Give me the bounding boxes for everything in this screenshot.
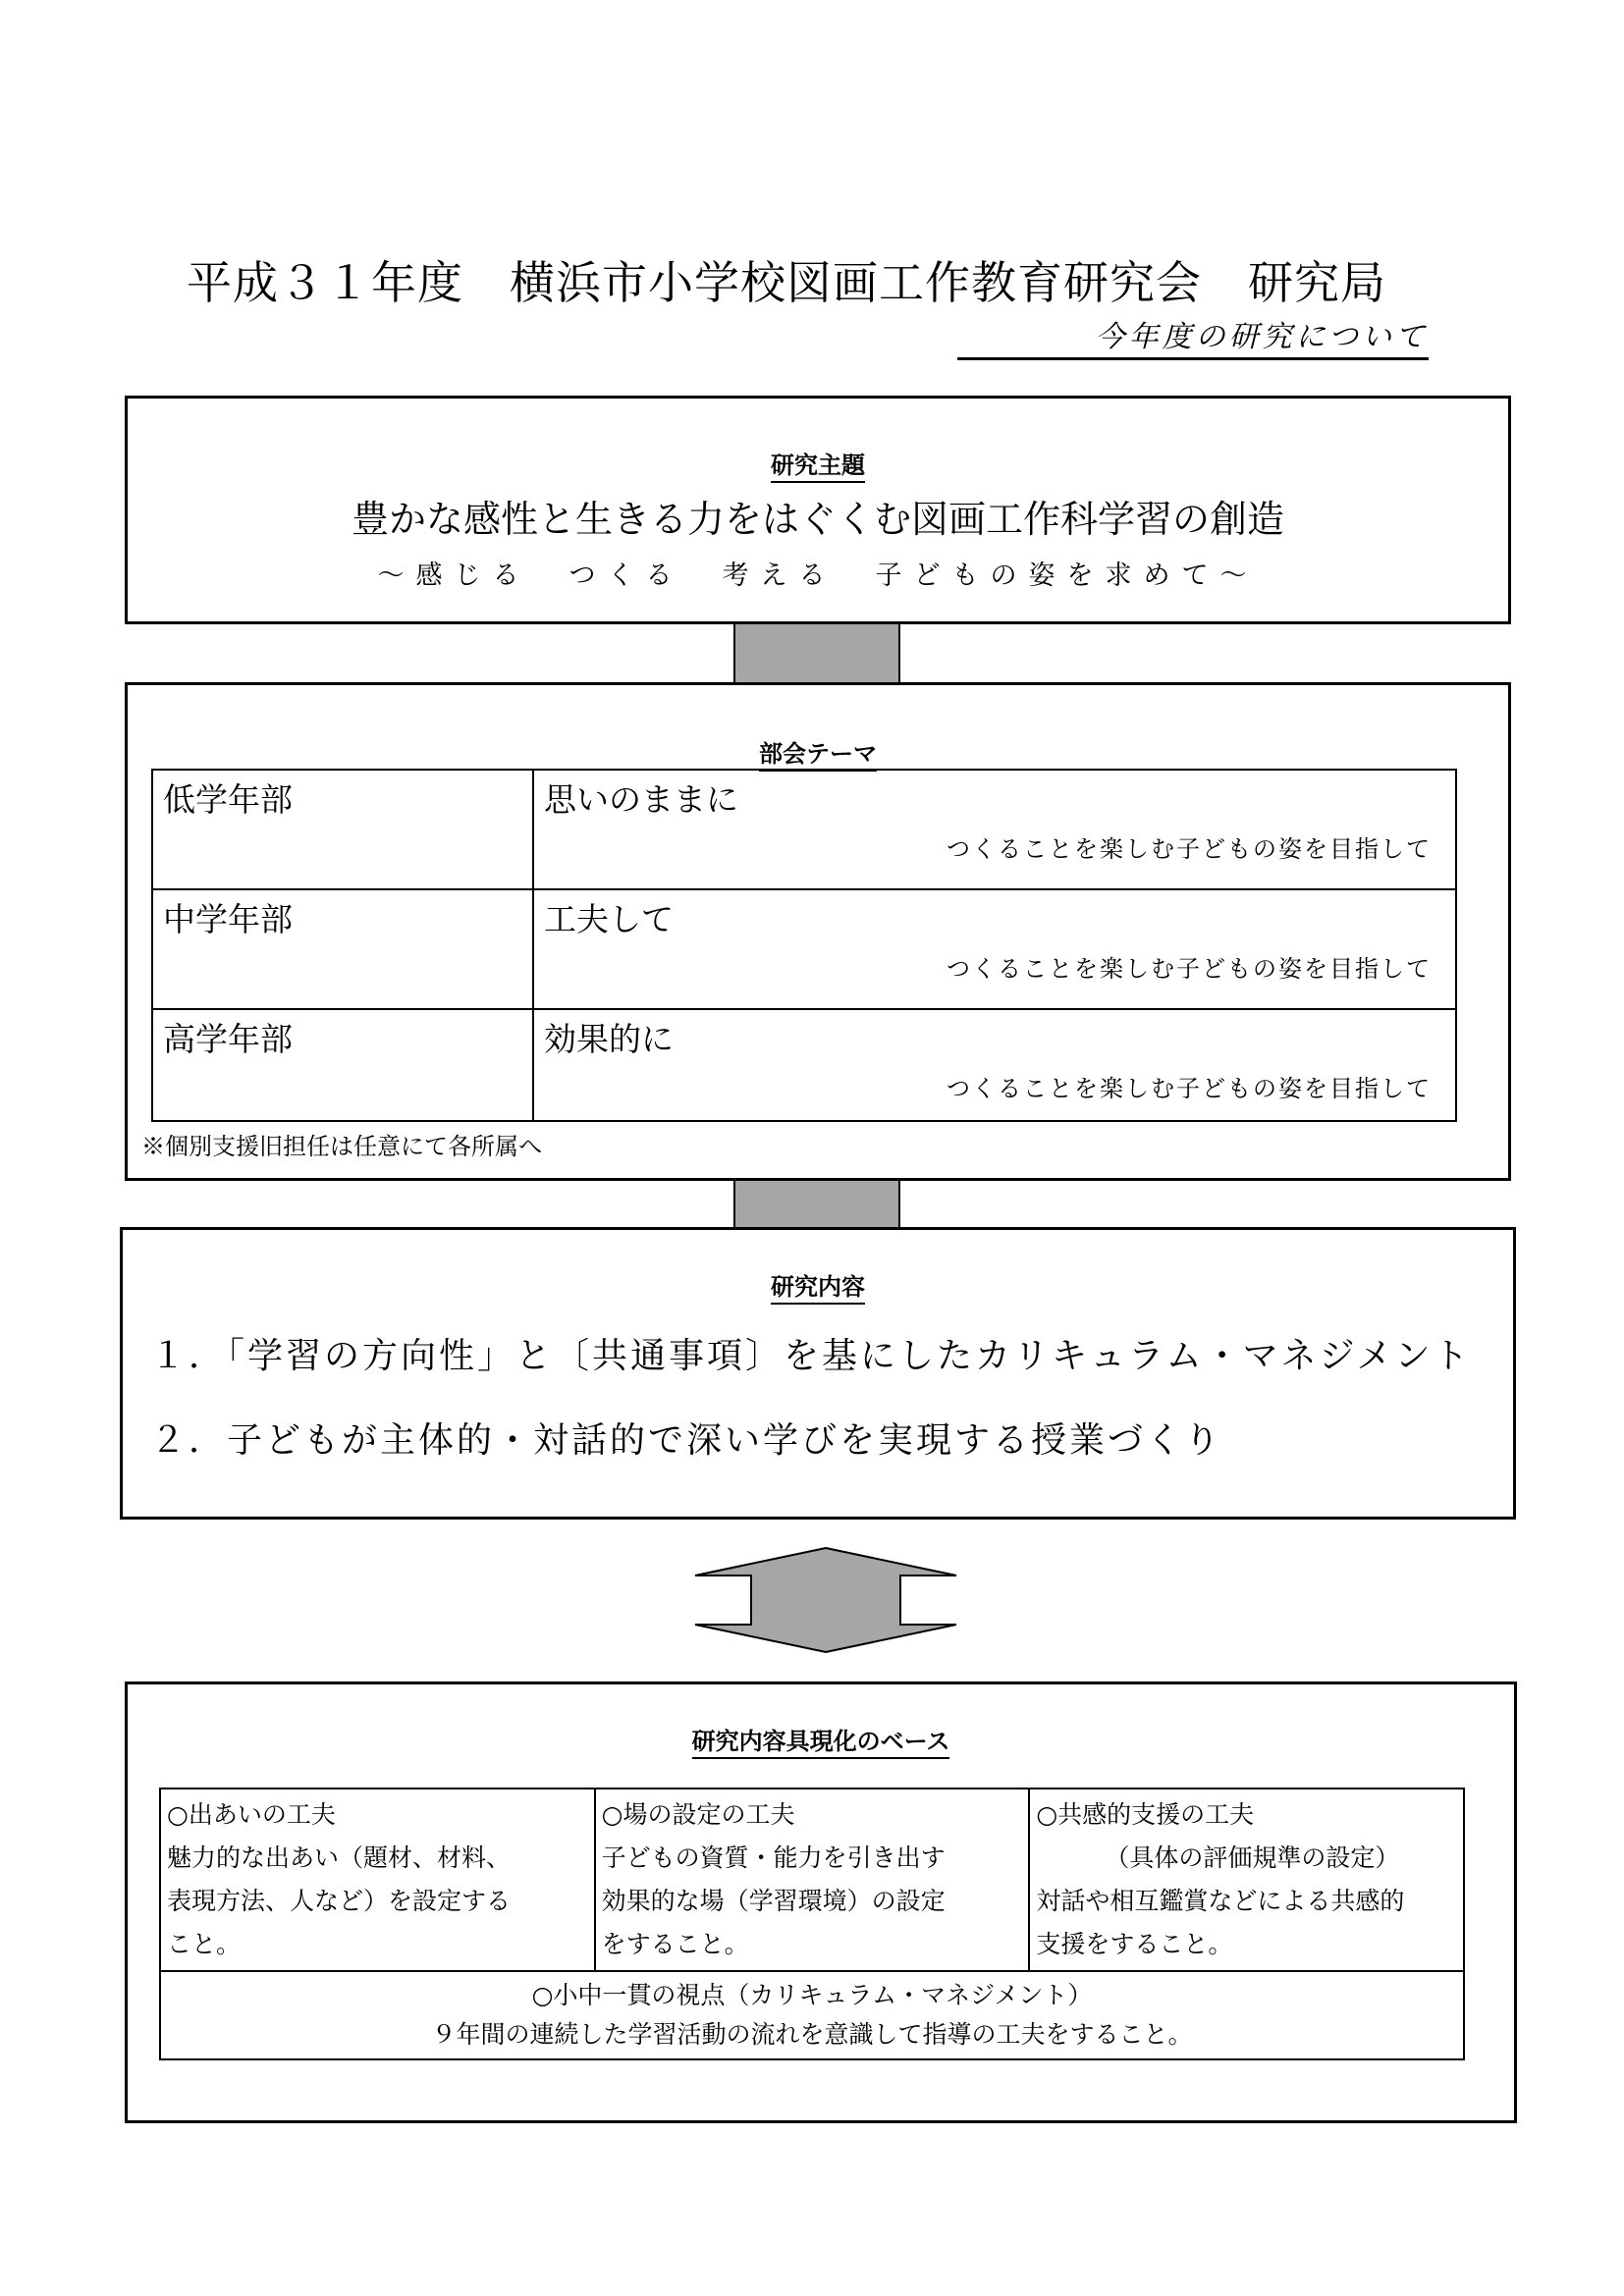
base-cell-encounter: ○出あいの工夫 魅力的な出あい（題材、材料、 表現方法、人など）を設定する こと。	[160, 1789, 595, 1971]
division-name: 中学年部	[152, 889, 533, 1009]
division-goal-sub: つくることを楽しむ子どもの姿を目指して	[947, 955, 1432, 983]
division-goal: 思いのままに つくることを楽しむ子どもの姿を目指して	[533, 770, 1456, 889]
research-content-item-2: ２．子どもが主体的・対話的で深い学びを実現する授業づくり	[150, 1420, 1223, 1461]
research-theme-heading: 研究主題	[128, 446, 1508, 480]
division-goal-sub: つくることを楽しむ子どもの姿を目指して	[947, 835, 1432, 863]
division-theme-table	[151, 769, 1457, 1122]
research-content-heading: 研究内容	[123, 1267, 1513, 1302]
division-goal-sub: つくることを楽しむ子どもの姿を目指して	[947, 1075, 1432, 1102]
division-theme-box	[125, 682, 1511, 1181]
base-cell-support: ○共感的支援の工夫 （具体の評価規準の設定） 対話や相互鑑賞などによる共感的 支援をすること。	[1029, 1789, 1464, 1971]
table-row	[160, 1971, 1464, 2059]
double-arrow-icon	[694, 1547, 957, 1653]
table-row	[152, 770, 1456, 889]
division-goal: 工夫して つくることを楽しむ子どもの姿を目指して	[533, 889, 1456, 1009]
division-name: 低学年部	[152, 770, 533, 889]
page-title: 平成３１年度 横浜市小学校図画工作教育研究会 研究局	[187, 256, 1386, 309]
research-content-item-1: １．「学習の方向性」と〔共通事項〕を基にしたカリキュラム・マネジメント	[150, 1336, 1472, 1376]
concretization-base-table	[159, 1788, 1465, 2060]
connector-1	[733, 622, 900, 685]
research-theme-main: 豊かな感性と生きる力をはぐくむ図画工作科学習の創造	[351, 498, 1284, 541]
division-theme-heading: 部会テーマ	[128, 734, 1508, 769]
connector-2	[733, 1179, 900, 1230]
division-goal: 効果的に つくることを楽しむ子どもの姿を目指して	[533, 1009, 1456, 1121]
table-row	[160, 1789, 1464, 1971]
base-cell-consistency: ○小中一貫の視点（カリキュラム・マネジメント） ９年間の連続した学習活動の流れを意識して指導の工夫をすること。	[160, 1971, 1464, 2059]
table-row	[152, 1009, 1456, 1121]
concretization-base-box	[125, 1682, 1517, 2123]
research-theme-box	[125, 396, 1511, 624]
base-cell-setting: ○場の設定の工夫 子どもの資質・能力を引き出す 効果的な場（学習環境）の設定 をすること。	[595, 1789, 1030, 1971]
division-note: ※個別支援旧担任は任意にて各所属へ	[141, 1133, 542, 1160]
table-row	[152, 889, 1456, 1009]
research-content-box	[120, 1227, 1516, 1520]
page-subtitle: 今年度の研究について	[957, 312, 1429, 360]
concretization-base-heading: 研究内容具現化のベース	[128, 1722, 1514, 1756]
research-theme-sub: ～感じる つくる 考える 子どもの姿を求めて～	[377, 561, 1259, 591]
division-name: 高学年部	[152, 1009, 533, 1121]
